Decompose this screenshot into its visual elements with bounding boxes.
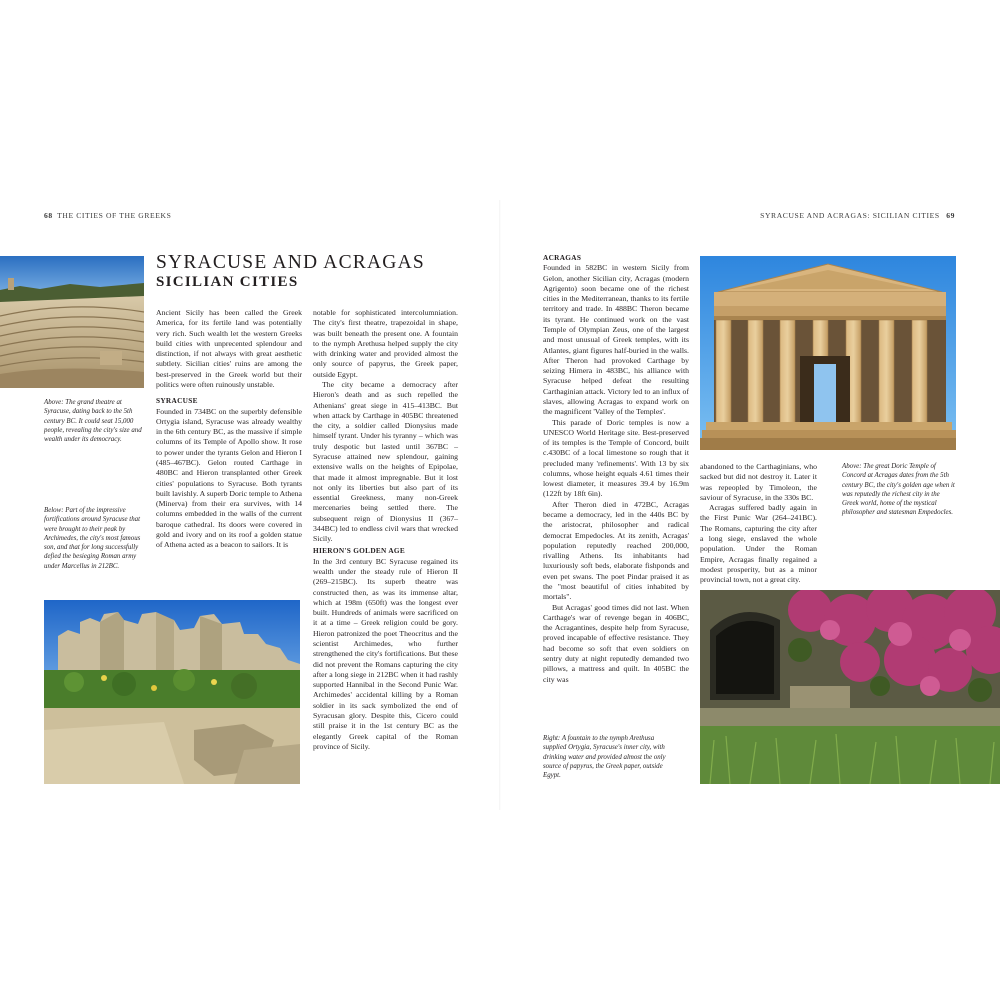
text-column-c [543, 253, 689, 685]
caption-fountain: Right: A fountain to the nymph Arethusa supplied Ortygia, Syracuse's inner city, with drinking water and provided almost the only source of papyrus, the Greek paper, outside Egypt. [543, 735, 666, 780]
heading-hieron: HIERON'S GOLDEN AGE [313, 546, 406, 556]
photo-syracuse-theatre [0, 256, 144, 388]
running-head-left-text: THE CITIES OF THE GREEKS [57, 211, 172, 220]
text-column-a [156, 308, 302, 550]
caption-fortifications: Below: Part of the impressive fortifications around Syracuse that were brought to their peak by Archimedes, the city's most famous son, and that for long successfully defied the besieging Roman army under Marcellus in 212BC. [44, 507, 141, 570]
text-column-d [700, 462, 817, 585]
page-title: SYRACUSE AND ACRAGAS [156, 252, 425, 273]
running-head-right [760, 211, 957, 220]
caption-theatre: Above: The grand theatre at Syracuse, dating back to the 5th century BC. It could seat 15,000 people, revealing the city's size and wealth under its democracy. [44, 399, 142, 444]
unesco-paragraph: This parade of Doric temples is now a UNESCO World Heritage site. Best-preserved of its temples is the Temple of Concord, built c.430BC of a local limestone so rough that it precluded many 'refinements'. With 13 by six columns, whose height equals 4.61 times their lowest diameter, it measures 39.4 by 16.9m (122ft by 18ft 6in). [543, 417, 689, 499]
democracy-paragraph: The city became a democracy after Hieron's death and as such repelled the Athenians' great siege in 415–413BC. But when attack by Carthage in 405BC threatened the city, a soldier called Dionysius made himself tyrant. Under his tyranny – which was truly despotic but lasted until 367BC – Syracuse attained new splendour, gaining extensive walls on the heights of Epipolae, that made it almost impregnable. But it lost not only its liberties but also part of its essential Greekness, many non-Greek mercenaries being settled there. The subsequent reign of Dionysius II (367–344BC) led to endless civil wars that wrecked Sicily. [313, 379, 458, 544]
theron-paragraph: After Theron died in 472BC, Acragas became a democracy, led in the 440s BC by the aristocrat, philosopher and radical democrat Empedocles. At its zenith, Acragas' population reputedly reached 200,000, rivalling Athens. Its inhabitants had luxuriously soft beds, elaborate fishponds and even pet swans. The poet Pindar praised it as the "most beautiful of cities inhabited by mortals". [543, 499, 689, 602]
acragas-paragraph: Founded in 582BC in western Sicily from Gelon, another Sicilian city, Acragas (modern Agrigento) soon became one of the richest cities in the Mediterranean, thanks to its fertile territory and trade. In 488BC Theron became its tyrant. He continued work on the vast Temple of Olympian Zeus, one of the largest and most unusual of Greek temples, with its Atlantes, giant figures half-buried in the walls. After Theron had provoked Carthage by seizing Himera in 483BC, his alliance with Syracuse helped defeat the resulting Carthaginian attack. Victory led to an influx of slaves, allowing Acragas to expand work on the magnificent 'Valley of the Temples'. [543, 263, 689, 417]
roman-paragraph: Acragas suffered badly again in the First Punic War (264–241BC). The Romans, capturing the city after a long siege, enslaved the whole population. Under the Roman Empire, Acragas finally regained a modest prosperity, but as a minor provincial town, not a great city. [700, 503, 817, 585]
photo-arethusa-fountain [700, 590, 1000, 784]
syracuse-paragraph: Founded in 734BC on the superbly defensible Ortygia island, Syracuse was already wealthy in the 6th century BC, as the massive if simple columns of its Temple of Apollo show. It rose to power under the tyrants Gelon and Hieron I (485–467BC). Gelon routed Carthage in 480BC and Hieron transplanted other Greek cities' populations to Syracuse. Both tyrants built lavishly. A superb Doric temple to Athena (Minerva) from their era survives, with 14 columns embedded in the walls of the current baroque cathedral. Its doors were covered in gold and ivory and on its roof a golden statue of Athena acted as a beacon to sailors. It is [156, 406, 302, 550]
intro-paragraph: Ancient Sicily has been called the Greek America, for its fertile land was potentially very rich. Such wealth let the western Greeks build cities with unprecented splendour and distinction, if not always with great aesthetic subtlety. Sicilian cities' ruins are among the best-preserved in the Greek world but their politics were often ruinously unstable. [156, 308, 302, 389]
running-head-right-text: SYRACUSE AND ACRAGAS: SICILIAN CITIES [760, 211, 940, 220]
photo-temple-of-concord [700, 256, 956, 450]
syracuse-continuation-paragraph: notable for sophisticated intercolumniation. The city's first theatre, trapezoidal in shape, was built beneath the present one. A fountain to the nymph Arethusa helped supply the city with drinking water and provided almost the only source of papyrus, the Greek paper, outside Egypt. [313, 308, 458, 379]
text-column-b [313, 308, 458, 752]
caption-temple: Above: The great Doric Temple of Concord at Acragas dates from the 5th century BC, the city's golden age when it was reputedly the richest city in the Greek world, home of the mystical philosopher and statesman Empedocles. [842, 463, 955, 517]
page-subtitle: SICILIAN CITIES [156, 274, 299, 290]
acragas-continuation-paragraph: abandoned to the Carthaginians, who sacked but did not destroy it. Later it was repeopled by Timoleon, the saviour of Syracuse, in the 330s BC. [700, 462, 817, 502]
decline-paragraph: But Acragas' good times did not last. When Carthage's war of revenge began in 406BC, the Acragantines, despite help from Syracuse, proved incapable of effective resistance. They had become so soft that even soldiers on sentry duty at night reputedly demanded two pillows, a mattress and quilt. In 405BC the city was [543, 602, 689, 684]
photo-syracuse-fortifications [44, 600, 300, 784]
running-head-left [44, 211, 171, 220]
page-number-left: 68 [44, 211, 53, 220]
hieron-paragraph: In the 3rd century BC Syracuse regained its wealth under the steady rule of Hieron II (269–215BC). Its superb theatre was constructed then, as was its immense altar, which at 198m (650ft) was the longest ever built. Hundreds of animals were sacrificed on it at a time – Greek religion could be gory. Hieron patronized the poet Theocritus and the scientist Archimedes, who further strengthened the city's fortifications. But these did not prevent the Romans capturing the city after a long siege in 212BC when it had rashly supported Hannibal in the Second Punic War. Archimedes' accidental killing by a Roman soldier in its sack symbolized the end of Syracusan glory. Despite this, Cicero could still praise it in the 1st century BC as the elegantly Greek capital of the Roman province of Sicily. [313, 556, 458, 751]
heading-syracuse: SYRACUSE [156, 396, 198, 406]
book-gutter [499, 200, 501, 810]
heading-acragas: ACRAGAS [543, 253, 582, 262]
page-number-right: 69 [946, 211, 955, 220]
